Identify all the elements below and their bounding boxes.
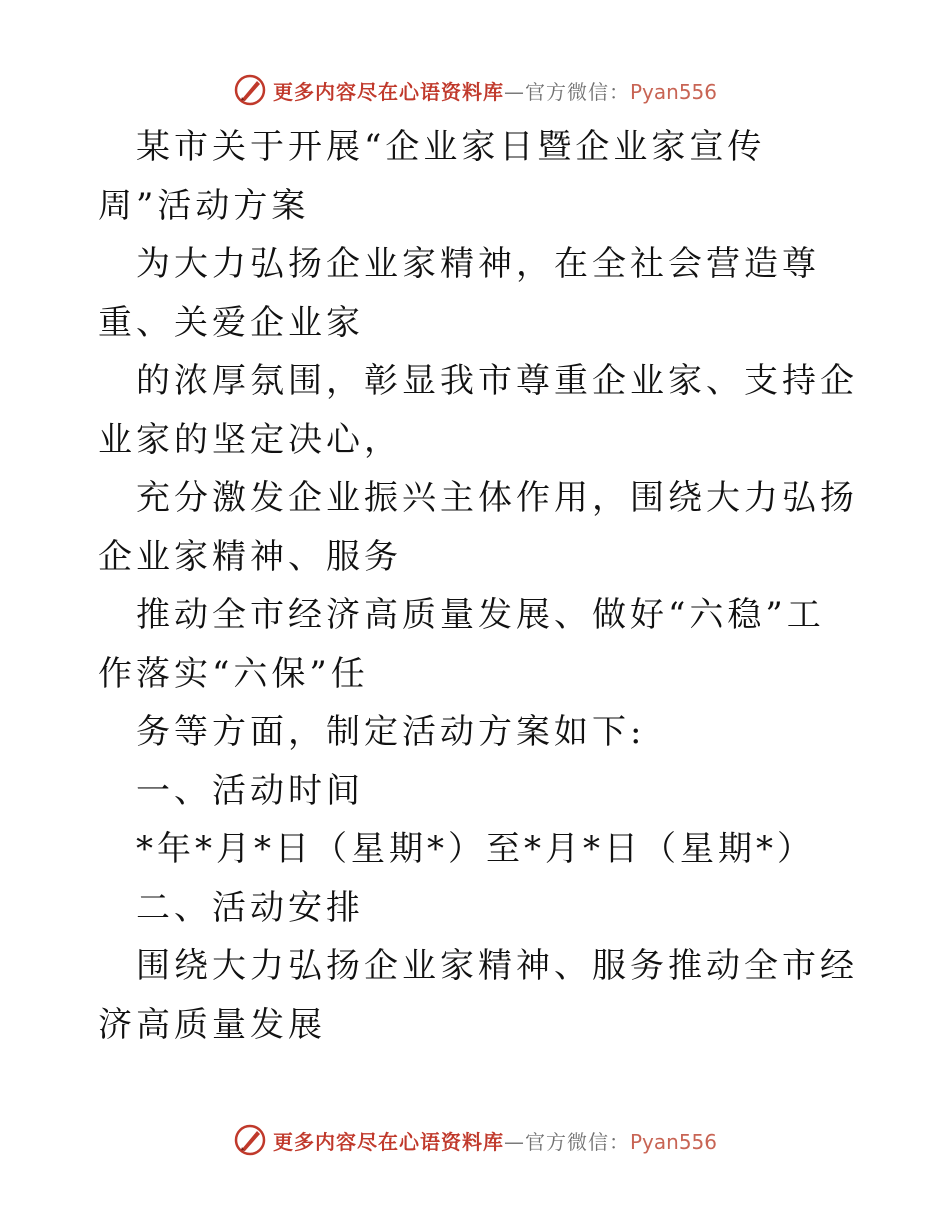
doc-paragraph: 的浓厚氛围，彰显我市尊重企业家、支持企业家的坚定决心， xyxy=(98,361,858,460)
banner-text xyxy=(273,1126,717,1155)
doc-paragraph: *年*月*日（星期*）至*月*日（星期*） xyxy=(136,829,815,869)
doc-title: 某市关于开展“企业家日暨企业家宣传周”活动方案 xyxy=(98,127,766,226)
section-heading-arrangement: 二、活动安排 xyxy=(136,887,364,928)
section-heading-time: 一、活动时间 xyxy=(136,770,364,811)
banner-separator: — xyxy=(503,1129,525,1154)
banner-wechat-id: Pyan556 xyxy=(629,1129,717,1154)
banner-wechat-id: Pyan556 xyxy=(629,79,717,104)
banner-wechat-label: 官方微信： xyxy=(524,79,630,104)
document-body xyxy=(98,118,858,1054)
banner-text xyxy=(273,76,717,105)
banner-separator: — xyxy=(503,79,525,104)
banner-brand: 更多内容尽在心语资料库 xyxy=(272,1129,504,1154)
doc-paragraph: 充分激发企业振兴主体作用，围绕大力弘扬企业家精神、服务 xyxy=(98,478,858,577)
quill-pen-circle-icon xyxy=(233,1123,267,1157)
footer-banner xyxy=(0,1120,950,1160)
banner-wechat-label: 官方微信： xyxy=(524,1129,630,1154)
quill-pen-circle-icon xyxy=(233,73,267,107)
header-banner xyxy=(0,70,950,110)
doc-paragraph: 为大力弘扬企业家精神，在全社会营造尊重、关爱企业家 xyxy=(98,244,820,343)
doc-paragraph: 围绕大力弘扬企业家精神、服务推动全市经济高质量发展 xyxy=(98,946,858,1045)
doc-paragraph: 推动全市经济高质量发展、做好“六稳”工作落实“六保”任 xyxy=(98,595,825,694)
doc-paragraph: 务等方面，制定活动方案如下: xyxy=(136,712,646,752)
banner-brand: 更多内容尽在心语资料库 xyxy=(272,79,504,104)
